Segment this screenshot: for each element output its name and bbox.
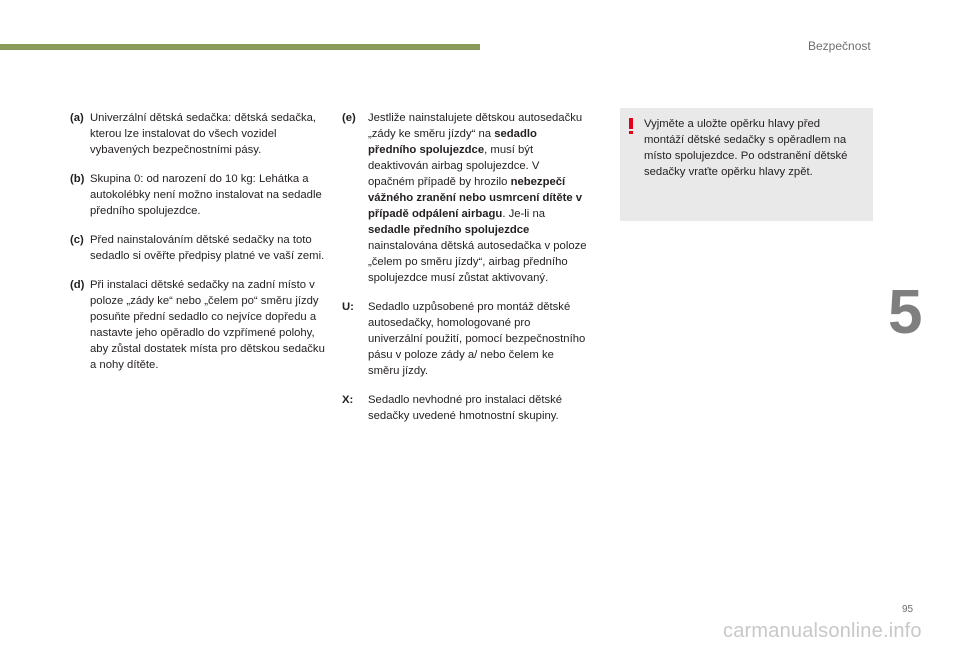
list-item-d xyxy=(70,277,326,373)
list-item-c xyxy=(70,232,326,264)
item-key: U: xyxy=(342,301,354,313)
item-text: Sedadlo uzpůsobené pro montáž dětské autosedačky, homologované pro univerzální použití, pomocí bezpečnostního pásu v poloze zády a/ nebo čelem ke směru jízdy. xyxy=(368,301,586,377)
item-key: (a) xyxy=(70,112,84,124)
item-text: Univerzální dětská sedačka: dětská sedačka, kterou lze instalovat do všech vozidel vybavených bezpečnostními pásy. xyxy=(90,112,317,156)
watermark: carmanualsonline.info xyxy=(723,620,922,642)
item-key: (e) xyxy=(342,112,356,124)
left-column xyxy=(70,110,326,386)
item-key: (b) xyxy=(70,173,85,185)
warning-exclamation-icon xyxy=(628,118,634,134)
note-text: Vyjměte a uložte opěrku hlavy před montáží dětské sedačky s opěradlem na místo spolujezdce. Po odstranění dětské sedačky vraťte opěrku hlavy zpět. xyxy=(644,118,848,178)
warning-note-box xyxy=(620,108,873,221)
item-text: Skupina 0: od narození do 10 kg: Lehátka a autokolébky není možno instalovat na sedadle předního spolujezdce. xyxy=(90,173,322,217)
header-accent-bar xyxy=(0,44,480,50)
middle-column xyxy=(342,110,588,437)
list-item-b xyxy=(70,171,326,219)
list-item-a xyxy=(70,110,326,158)
item-text: Při instalaci dětské sedačky na zadní místo v poloze „zády ke“ nebo „čelem po“ směru jízdy posuňte přední sedadlo co nejvíce dopředu a nastavte jeho opěradlo do vzpřímené polohy, aby zůstal dostatek místa pro dětskou sedačku a nohy dítěte. xyxy=(90,279,325,371)
item-text: Sedadlo nevhodné pro instalaci dětské sedačky uvedené hmotnostní skupiny. xyxy=(368,394,563,422)
list-item-u xyxy=(342,299,588,379)
item-key: X: xyxy=(342,394,354,406)
page-number: 95 xyxy=(902,604,914,615)
item-text: Před nainstalováním dětské sedačky na toto sedadlo si ověřte předpisy platné ve vaší zemi. xyxy=(90,234,325,262)
item-text: Jestliže nainstalujete dětskou autosedačku „zády ke směru jízdy“ na sedadlo předního spolujezdce, musí být deaktivován airbag spolujezdce. V opačném případě by hrozilo nebezpečí vážného zranění nebo usmrcení dítěte v případě odpálení airbagu. Je-li na sedadle předního spolujezdce nainstalována dětská autosedačka v poloze „čelem po směru jízdy“, airbag předního spolujezdce musí zůstat aktivovaný. xyxy=(368,112,587,284)
item-key: (d) xyxy=(70,279,85,291)
list-item-e xyxy=(342,110,588,286)
list-item-x xyxy=(342,392,588,424)
chapter-number: 5 xyxy=(888,278,923,347)
section-title: Bezpečnost xyxy=(808,39,871,53)
item-key: (c) xyxy=(70,234,84,246)
